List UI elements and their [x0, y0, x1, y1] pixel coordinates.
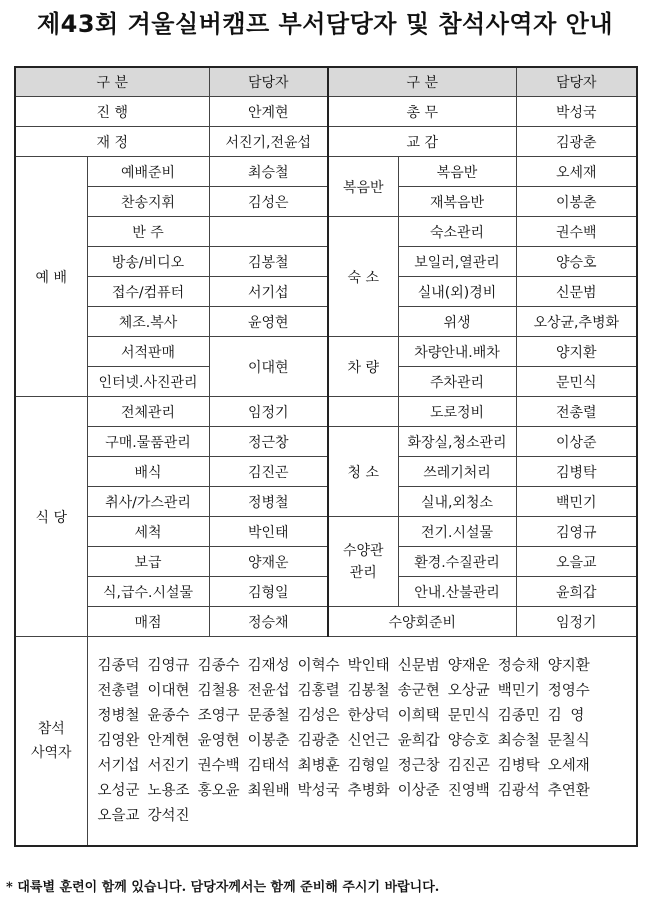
- attendee-list: [87, 637, 637, 847]
- manager-cell: 김형일: [209, 577, 328, 607]
- manager-cell: 서진기,전윤섭: [209, 127, 328, 157]
- table-row: [15, 217, 637, 247]
- table-row: [15, 337, 637, 367]
- task-label: 세척: [87, 517, 209, 547]
- group-cleaning: 청 소: [328, 427, 398, 517]
- attendee-name: 전총렬: [97, 682, 140, 699]
- manager-cell: 백민기: [516, 487, 637, 517]
- task-label: 위생: [398, 307, 516, 337]
- task-label: 실내,외청소: [398, 487, 516, 517]
- attendee-name: 강석진: [147, 807, 190, 824]
- attendee-name: 김진곤: [447, 757, 490, 774]
- table-row: [15, 397, 637, 427]
- attendee-name: 김성은: [297, 707, 340, 724]
- manager-cell: 김성은: [209, 187, 328, 217]
- manager-cell: 신문범: [516, 277, 637, 307]
- task-label: 환경.수질관리: [398, 547, 516, 577]
- attendee-name: 백민기: [497, 682, 540, 699]
- task-label: 보일러,열관리: [398, 247, 516, 277]
- attendee-name: 윤종수: [147, 707, 190, 724]
- attendee-name: 오을교: [97, 807, 140, 824]
- attendee-name: 이상준: [397, 782, 440, 799]
- attendee-name: 윤영현: [197, 732, 240, 749]
- group-training: 수양관 관리: [328, 517, 398, 607]
- group-worship: 예 배: [15, 157, 87, 397]
- task-label: 재 정: [15, 127, 209, 157]
- attendee-name: 김병탁: [497, 757, 540, 774]
- task-label: 숙소관리: [398, 217, 516, 247]
- task-label: 예배준비: [87, 157, 209, 187]
- task-label: 매점: [87, 607, 209, 637]
- manager-cell: 박인태: [209, 517, 328, 547]
- task-label: 도로정비: [398, 397, 516, 427]
- manager-cell: 이봉춘: [516, 187, 637, 217]
- header-manager-right: 담당자: [516, 67, 637, 97]
- attendee-name: 김형일: [347, 757, 390, 774]
- attendee-name: 김영규: [147, 657, 190, 674]
- task-label: 찬송지휘: [87, 187, 209, 217]
- attendee-name: 김영완: [97, 732, 140, 749]
- table-row: [15, 457, 637, 487]
- attendee-name: 김봉철: [347, 682, 390, 699]
- manager-cell: 김봉철: [209, 247, 328, 277]
- manager-cell: 김영규: [516, 517, 637, 547]
- task-label: 반 주: [87, 217, 209, 247]
- manager-cell: 안계현: [209, 97, 328, 127]
- attendee-name: 안계현: [147, 732, 190, 749]
- group-bokeum: 복음반: [328, 157, 398, 217]
- manager-cell: 정승채: [209, 607, 328, 637]
- attendee-name: 노용조: [147, 782, 190, 799]
- group-empty: [328, 397, 398, 427]
- task-label: 방송/비디오: [87, 247, 209, 277]
- table-row: [15, 157, 637, 187]
- task-label: 식,급수.시설물: [87, 577, 209, 607]
- task-label: 복음반: [398, 157, 516, 187]
- attendee-name: 이희택: [397, 707, 440, 724]
- attendee-name: 오세재: [547, 757, 590, 774]
- task-label: 차량안내.배차: [398, 337, 516, 367]
- table-row: [15, 487, 637, 517]
- table-row: [15, 607, 637, 637]
- manager-cell: 김광춘: [516, 127, 637, 157]
- table-row: [15, 277, 637, 307]
- attendee-name: 송군현: [397, 682, 440, 699]
- attendee-name: 정승채: [497, 657, 540, 674]
- group-lodging: 숙 소: [328, 217, 398, 337]
- manager-cell: 박성국: [516, 97, 637, 127]
- attendee-name: 추병화: [347, 782, 390, 799]
- attendee-name: 진영백: [447, 782, 490, 799]
- attendee-name: 김종민: [497, 707, 540, 724]
- manager-cell: 임정기: [516, 607, 637, 637]
- attendee-name: 정병철: [97, 707, 140, 724]
- attendee-name: 홍오윤: [197, 782, 240, 799]
- manager-cell: 권수백: [516, 217, 637, 247]
- attendee-name: 이봉춘: [247, 732, 290, 749]
- task-label: 교 감: [328, 127, 516, 157]
- attendee-name: 정근창: [397, 757, 440, 774]
- manager-cell: 양지환: [516, 337, 637, 367]
- task-label: 서적판매: [87, 337, 209, 367]
- header-manager-left: 담당자: [209, 67, 328, 97]
- manager-cell: 정근창: [209, 427, 328, 457]
- attendee-name: 양지환: [547, 657, 590, 674]
- attendee-name: 권수백: [197, 757, 240, 774]
- table-row: [15, 247, 637, 277]
- attendee-name: 박인태: [347, 657, 390, 674]
- attendee-name: 서기섭: [97, 757, 140, 774]
- attendee-name: 문종철: [247, 707, 290, 724]
- task-label: 총 무: [328, 97, 516, 127]
- table-row: [15, 187, 637, 217]
- attendee-name: 김홍렬: [297, 682, 340, 699]
- table-row: [15, 517, 637, 547]
- task-label: 인터넷.사진관리: [87, 367, 209, 397]
- group-cafeteria: 식 당: [15, 397, 87, 637]
- table-row: [15, 307, 637, 337]
- attendee-name: 이혁수: [297, 657, 340, 674]
- attendee-name: 김태석: [247, 757, 290, 774]
- manager-cell: 이대현: [209, 337, 328, 397]
- task-label: 체조.복사: [87, 307, 209, 337]
- header-row: [15, 67, 637, 97]
- attendee-name: 조영구: [197, 707, 240, 724]
- manager-cell: [209, 217, 328, 247]
- task-label: 화장실,청소관리: [398, 427, 516, 457]
- attendee-name: 신문범: [397, 657, 440, 674]
- attendee-name: 문칠식: [547, 732, 590, 749]
- manager-cell: 양재운: [209, 547, 328, 577]
- task-label: 보급: [87, 547, 209, 577]
- manager-cell: 오상균,추병화: [516, 307, 637, 337]
- attendee-name: 한상덕: [347, 707, 390, 724]
- duty-table: [14, 66, 638, 847]
- attendee-name: 박성국: [297, 782, 340, 799]
- task-label: 안내.산불관리: [398, 577, 516, 607]
- footer-note: * 대륙별 훈련이 함께 있습니다. 담당자께서는 함께 준비해 주시기 바랍니다.: [6, 880, 440, 895]
- group-attending: 참석 사역자: [15, 637, 87, 847]
- attendee-name: 김광춘: [297, 732, 340, 749]
- manager-cell: 윤영현: [209, 307, 328, 337]
- task-label: 재복음반: [398, 187, 516, 217]
- attendee-name: 김재성: [247, 657, 290, 674]
- attendee-name: 윤희갑: [397, 732, 440, 749]
- task-label: 실내(외)경비: [398, 277, 516, 307]
- header-category-right: 구 분: [328, 67, 516, 97]
- attendee-name: 신언근: [347, 732, 390, 749]
- task-label: 전체관리: [87, 397, 209, 427]
- attendee-name: 김종덕: [97, 657, 140, 674]
- manager-cell: 윤희갑: [516, 577, 637, 607]
- attendee-name: 김 영: [547, 707, 585, 724]
- attendee-name: 최승철: [497, 732, 540, 749]
- manager-cell: 전총렬: [516, 397, 637, 427]
- attendee-name: 김종수: [197, 657, 240, 674]
- attendee-name: 문민식: [447, 707, 490, 724]
- attendee-name: 추연환: [547, 782, 590, 799]
- task-label: 전기.시설물: [398, 517, 516, 547]
- table-row: [15, 547, 637, 577]
- manager-cell: 최승철: [209, 157, 328, 187]
- attendee-name: 최병훈: [297, 757, 340, 774]
- attendee-name: 양승호: [447, 732, 490, 749]
- manager-cell: 정병철: [209, 487, 328, 517]
- task-label: 취사/가스관리: [87, 487, 209, 517]
- attendee-name: 오성군: [97, 782, 140, 799]
- attendee-name: 김광석: [497, 782, 540, 799]
- manager-cell: 임정기: [209, 397, 328, 427]
- attendees-row: [15, 637, 637, 847]
- task-label: 주차관리: [398, 367, 516, 397]
- manager-cell: 김병탁: [516, 457, 637, 487]
- page-title: 제43회 겨울실버캠프 부서담당자 및 참석사역자 안내: [36, 10, 614, 38]
- attendee-name: 김철용: [197, 682, 240, 699]
- manager-cell: 오세재: [516, 157, 637, 187]
- task-label: 배식: [87, 457, 209, 487]
- attendee-name: 전윤섭: [247, 682, 290, 699]
- manager-cell: 문민식: [516, 367, 637, 397]
- group-vehicle: 차 량: [328, 337, 398, 397]
- task-label: 접수/컴퓨터: [87, 277, 209, 307]
- task-label: 진 행: [15, 97, 209, 127]
- table-row: [15, 97, 637, 127]
- task-label: 구매.물품관리: [87, 427, 209, 457]
- attendee-name: 서진기: [147, 757, 190, 774]
- attendee-name: 정영수: [547, 682, 590, 699]
- attendee-name: 양재운: [447, 657, 490, 674]
- manager-cell: 김진곤: [209, 457, 328, 487]
- table-row: [15, 427, 637, 457]
- task-label: 수양회준비: [328, 607, 516, 637]
- manager-cell: 서기섭: [209, 277, 328, 307]
- attendee-name: 오상균: [447, 682, 490, 699]
- task-label: 쓰레기처리: [398, 457, 516, 487]
- table-row: [15, 577, 637, 607]
- manager-cell: 양승호: [516, 247, 637, 277]
- manager-cell: 오을교: [516, 547, 637, 577]
- header-category-left: 구 분: [15, 67, 209, 97]
- attendee-name: 최원배: [247, 782, 290, 799]
- attendee-name: 이대현: [147, 682, 190, 699]
- manager-cell: 이상준: [516, 427, 637, 457]
- table-row: [15, 127, 637, 157]
